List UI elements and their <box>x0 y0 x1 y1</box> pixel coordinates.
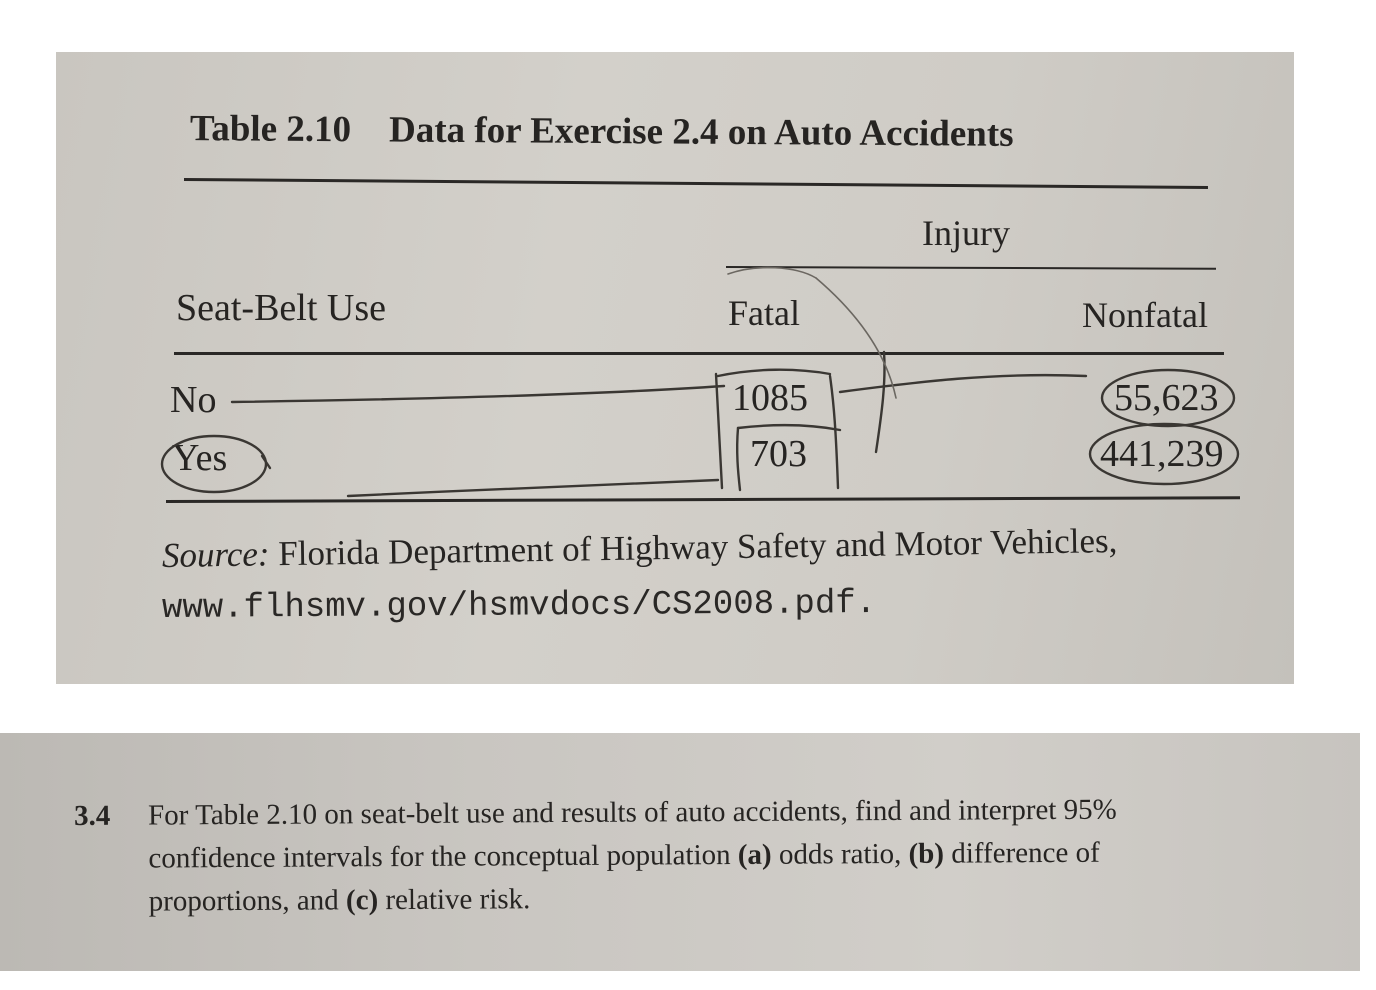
row-label-yes: Yes <box>172 437 228 479</box>
source-text: Florida Department of Highway Safety and Motor Vehicles, <box>277 520 1118 574</box>
cell-yes-nonfatal: 441,239 <box>1100 433 1224 475</box>
pencil-arrow-nonfatal <box>840 375 1086 392</box>
exercise-number: 3.4 <box>74 799 111 832</box>
table-title-number: Table 2.10 <box>189 108 352 151</box>
part-a-label: (a) <box>737 838 772 871</box>
exercise-line-1: For Table 2.10 on seat-belt use and results of auto accidents, find and interpret 95% <box>148 793 1117 832</box>
exercise-line-2-text: confidence intervals for the conceptual population <box>148 838 738 875</box>
cell-no-nonfatal: 55,623 <box>1114 377 1219 419</box>
table-title-text: Data for Exercise 2.4 on Auto Accidents <box>388 109 1014 155</box>
source-label: Source: <box>161 534 270 575</box>
table-photo <box>56 52 1294 684</box>
table-top-rule <box>184 178 1208 189</box>
table-source <box>162 521 1118 576</box>
cell-yes-fatal: 703 <box>750 433 807 475</box>
exercise-line-2 <box>148 830 1344 880</box>
row-header-seat-belt-use: Seat-Belt Use <box>176 287 387 329</box>
header-rule <box>174 352 1224 355</box>
pencil-line-no <box>232 386 724 402</box>
part-c-text: relative risk. <box>378 883 531 917</box>
column-group-rule <box>726 266 1216 270</box>
row-label-no: No <box>170 379 217 421</box>
part-b-label: (b) <box>908 837 945 870</box>
exercise-photo <box>0 733 1360 971</box>
table-title <box>190 107 1014 156</box>
exercise-line-3-text: proportions, and <box>148 884 347 918</box>
source-url: www.flhsmv.gov/hsmvdocs/CS2008.pdf. <box>161 585 877 628</box>
column-header-nonfatal: Nonfatal <box>1082 295 1208 335</box>
part-c-label: (c) <box>345 884 379 917</box>
exercise-text <box>148 787 1345 923</box>
bleed-through-text <box>176 58 184 92</box>
exercise-line-3 <box>149 873 1345 923</box>
exercise-3-4 <box>74 787 1345 924</box>
column-header-fatal: Fatal <box>728 293 800 333</box>
part-b-text: difference of <box>943 836 1100 870</box>
part-a-text: odds ratio, <box>771 837 909 871</box>
pencil-line-yes <box>348 480 718 496</box>
cell-no-fatal: 1085 <box>732 377 808 419</box>
table-bottom-rule <box>166 496 1240 503</box>
column-group-header: Injury <box>922 213 1010 253</box>
